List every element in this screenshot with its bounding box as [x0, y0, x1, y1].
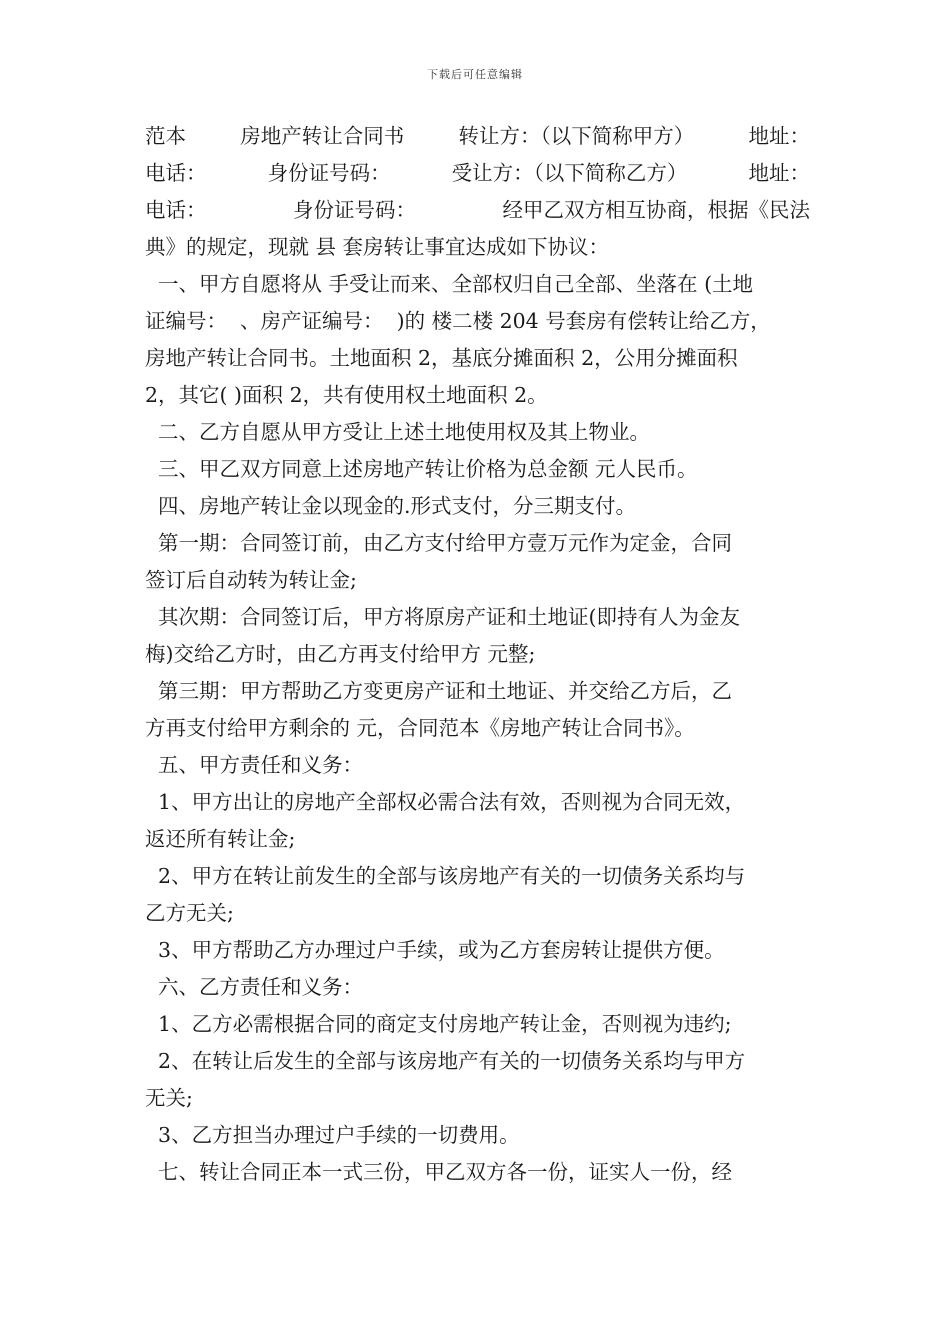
text-line: 证编号： 、房产证编号： )的 楼二楼 204 号套房有偿转让给乙方，	[145, 309, 771, 333]
intro-segment: 受让方：（以下简称乙方）	[451, 161, 688, 185]
text-line: 梅)交给乙方时，由乙方再支付给甲方 元整;	[145, 642, 536, 666]
text-line: 第一期：合同签订前，由乙方支付给甲方壹万元作为定金，合同	[145, 531, 733, 555]
intro-segment: 身份证号码：	[267, 161, 391, 185]
text-line: 二、乙方自愿从甲方受让上述土地使用权及其上物业。	[145, 420, 651, 444]
intro-line-1	[145, 118, 810, 155]
intro-segment: 地址：	[748, 161, 810, 185]
text-line: 返还所有转让金;	[145, 827, 296, 851]
text-line: 3、乙方担当办理过户手续的一切费用。	[145, 1123, 520, 1147]
intro-segment: 经甲乙双方相互协商，根据《民法	[502, 198, 810, 222]
text-line: 方再支付给甲方剩余的 元，合同范本《房地产转让合同书》。	[145, 716, 695, 740]
intro-line-2	[145, 155, 810, 192]
text-line: 签订后自动转为转让金;	[145, 568, 357, 592]
text-line: 1、甲方出让的房地产全部权必需合法有效，否则视为合同无效，	[145, 790, 746, 814]
text-line: 其次期：合同签订后，甲方将原房产证和土地证(即持有人为金友	[145, 605, 741, 629]
intro-segment: 身份证号码：	[293, 198, 416, 222]
text-line: 四、房地产转让金以现金的.形式支付，分三期支付。	[145, 494, 637, 518]
text-line: 2，其它( )面积 2，共有使用权土地面积 2。	[145, 383, 548, 407]
intro-segment: 电话：	[145, 161, 207, 185]
text-line: 2、在转让后发生的全部与该房地产有关的一切债务关系均与甲方	[145, 1049, 746, 1073]
text-line: 房地产转让合同书。土地面积 2，基底分摊面积 2，公用分摊面积	[145, 346, 738, 370]
page-header: 下载后可任意编辑	[427, 68, 523, 81]
contract-body	[145, 118, 810, 1191]
text-line: 2、甲方在转让前发生的全部与该房地产有关的一切债务关系均与	[145, 864, 746, 888]
text-line: 第三期：甲方帮助乙方变更房产证和土地证、并交给乙方后，乙	[145, 679, 733, 703]
intro-segment: 房地产转让合同书	[240, 124, 405, 148]
text-line: 七、转让合同正本一式三份，甲乙双方各一份，证实人一份，经	[145, 1160, 733, 1184]
intro-segment: 地址：	[748, 124, 810, 148]
text-line: 五、甲方责任和义务：	[145, 753, 364, 777]
intro-segment: 范本	[145, 124, 186, 148]
text-line: 1、乙方必需根据合同的商定支付房地产转让金，否则视为违约;	[145, 1012, 732, 1036]
text-line: 一、甲方自愿将从 手受让而来、全部权归自己全部、坐落在 (土地	[145, 272, 754, 296]
text-line: 六、乙方责任和义务：	[145, 975, 364, 999]
text-line: 无关;	[145, 1086, 193, 1110]
intro-segment: 电话：	[145, 198, 207, 222]
text-line: 典》的规定，现就 县 套房转让事宜达成如下协议：	[145, 235, 610, 259]
text-line: 乙方无关;	[145, 901, 234, 925]
intro-segment: 转让方：（以下简称甲方）	[458, 124, 695, 148]
text-line: 3、甲方帮助乙方办理过户手续，或为乙方套房转让提供方便。	[145, 938, 725, 962]
text-line: 三、甲乙双方同意上述房地产转让价格为总金额 元人民币。	[145, 457, 698, 481]
intro-line-3	[145, 192, 810, 229]
